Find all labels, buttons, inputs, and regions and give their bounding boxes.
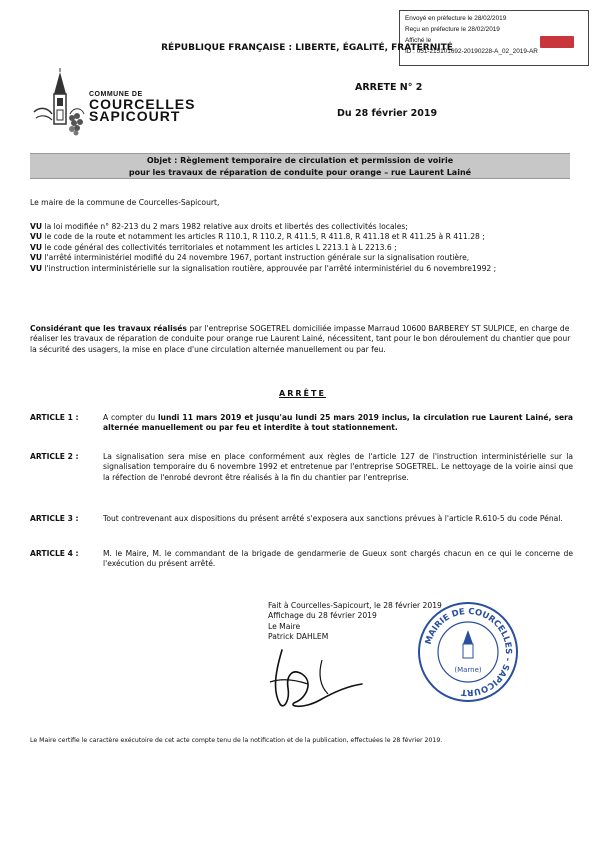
considerant-lead: Considérant que les travaux réalisés bbox=[30, 324, 187, 333]
vu-label: VU bbox=[30, 242, 43, 252]
stamp-posted: Affiché le bbox=[405, 37, 432, 44]
intro-text: Le maire de la commune de Courcelles-Sapicourt, bbox=[30, 198, 220, 207]
article-3-text: Tout contrevenant aux dispositions du présent arrêté s'exposera aux sanctions prévues à l'article R.610-5 du code Pénal. bbox=[103, 514, 563, 523]
vu-list bbox=[30, 222, 575, 274]
signature-affichage: Affichage du 28 février 2019 bbox=[268, 611, 377, 621]
vu-text: le code de la route et notamment les articles R 110.1, R 110.2, R 411.5, R 411.8, R 411.18 et R 411.25 à R 411.28 ; bbox=[42, 232, 485, 242]
vu-label: VU bbox=[30, 253, 43, 263]
article-4-label: ARTICLE 4 : bbox=[30, 549, 79, 558]
republique-motto: RÉPUBLIQUE FRANÇAISE : LIBERTE, ÉGALITÉ, FRATERNITÉ bbox=[161, 43, 453, 53]
article-2-text: La signalisation sera mise en place conformément aux règles de l'article 127 de l'instruction interministérielle sur la signalisation temporaire du 6 novembre 1992 et entretenue par l'entreprise SOGETREL. Le nettoyage de la voirie ainsi que la réfection de l'enrobé devront être réalisés à la fin du chantier par l'entreprise. bbox=[103, 452, 573, 482]
vu-label: VU bbox=[30, 222, 43, 231]
article-1-pre: A compter du bbox=[103, 413, 158, 422]
vu-text: la loi modifiée n° 82-213 du 2 mars 1982 relative aux droits et libertés des collectivités locales; bbox=[42, 222, 408, 231]
stamp-received: Reçu en préfecture le 28/02/2019 bbox=[405, 26, 500, 33]
vu-item bbox=[30, 243, 575, 253]
vu-label: VU bbox=[30, 232, 43, 242]
seal-dept: (Marne) bbox=[454, 666, 482, 674]
article-2-label: ARTICLE 2 : bbox=[30, 452, 79, 461]
vu-item bbox=[30, 253, 575, 263]
svg-text:MAIRIE DE COURCELLES - SAPICOU bbox=[424, 607, 513, 697]
commune-line2: SAPICOURT bbox=[89, 108, 181, 124]
vu-item bbox=[30, 222, 575, 232]
considerant-text: par l'entreprise SOGETREL domiciliée impasse Marraud 10600 BARBEREY ST SULPICE, en charge de réaliser les travaux de réparation de conduite pour orange rue Laurent Lainé, nécessitent, tant pour le bon déroulement du chantier que pour la sécurité des usagers, la mise en place d'une circulation alternée manuellement ou par feu. bbox=[30, 324, 571, 354]
stamp-sent: Envoyé en préfecture le 28/02/2019 bbox=[405, 15, 507, 22]
prefecture-stamp bbox=[399, 10, 589, 66]
vu-label: VU bbox=[30, 263, 43, 273]
stamp-logo bbox=[540, 36, 574, 48]
article-1-label: ARTICLE 1 : bbox=[30, 413, 79, 422]
vu-text: l'instruction interministérielle sur la signalisation routière, approuvée par l'arrêté interministériel du 6 novembre1992 ; bbox=[42, 263, 497, 273]
seal-text: MAIRIE DE COURCELLES - SAPICOURT bbox=[423, 606, 514, 698]
article-1-text bbox=[103, 413, 573, 434]
arrete-date: Du 28 février 2019 bbox=[337, 108, 438, 119]
vu-text: le code général des collectivités territoriales et notamment les articles L 2213.1 à L 2213.6 ; bbox=[42, 242, 397, 252]
commune-name bbox=[89, 91, 195, 122]
objet-line2: pour les travaux de réparation de conduite pour orange – rue Laurent Lainé bbox=[128, 168, 472, 177]
signature-fait: Fait à Courcelles-Sapicourt, le 28 février 2019 bbox=[268, 601, 442, 610]
vu-text: l'arrêté interministériel modifié du 24 novembre 1967, portant instruction générale sur la signalisation routière, bbox=[42, 253, 470, 263]
vu-item bbox=[30, 232, 575, 242]
article-1-bold: lundi 11 mars 2019 et jusqu'au lundi 25 mars 2019 inclus, la circulation rue Laurent Lainé, sera alternée manuellement ou par feu et interdite à tout stationnement. bbox=[103, 413, 573, 433]
vu-item bbox=[30, 264, 575, 274]
considerant-paragraph bbox=[30, 324, 575, 355]
signature-name: Patrick DAHLEM bbox=[268, 632, 329, 642]
stamp-id: ID : 051-215101692-20190228-A_02_2019-AR bbox=[405, 48, 538, 55]
arrete-number: ARRETE N° 2 bbox=[355, 82, 423, 93]
arrete-heading: ARRÊTE bbox=[279, 389, 326, 398]
objet-box bbox=[30, 153, 570, 179]
article-4-text: M. le Maire, M. le commandant de la brigade de gendarmerie de Gueux sont chargés chacun en ce qui le concerne de l'exécution du présent arrêté. bbox=[103, 549, 573, 569]
signature-role: Le Maire bbox=[268, 621, 301, 631]
commune-de: COMMUNE DE bbox=[89, 91, 143, 98]
commune-logo-icon bbox=[30, 68, 92, 138]
article-3-label: ARTICLE 3 : bbox=[30, 514, 79, 523]
commune-line1: COURCELLES bbox=[89, 96, 196, 112]
mairie-seal-icon bbox=[416, 600, 520, 704]
objet-line1: Objet : Règlement temporaire de circulation et permission de voirie bbox=[146, 156, 454, 165]
footer-certification: Le Maire certifie le caractère exécutoire de cet acte compte tenu de la notification et de la publication, effectuées le 28 février 2019. bbox=[30, 737, 443, 744]
handwritten-signature-icon bbox=[262, 640, 372, 715]
